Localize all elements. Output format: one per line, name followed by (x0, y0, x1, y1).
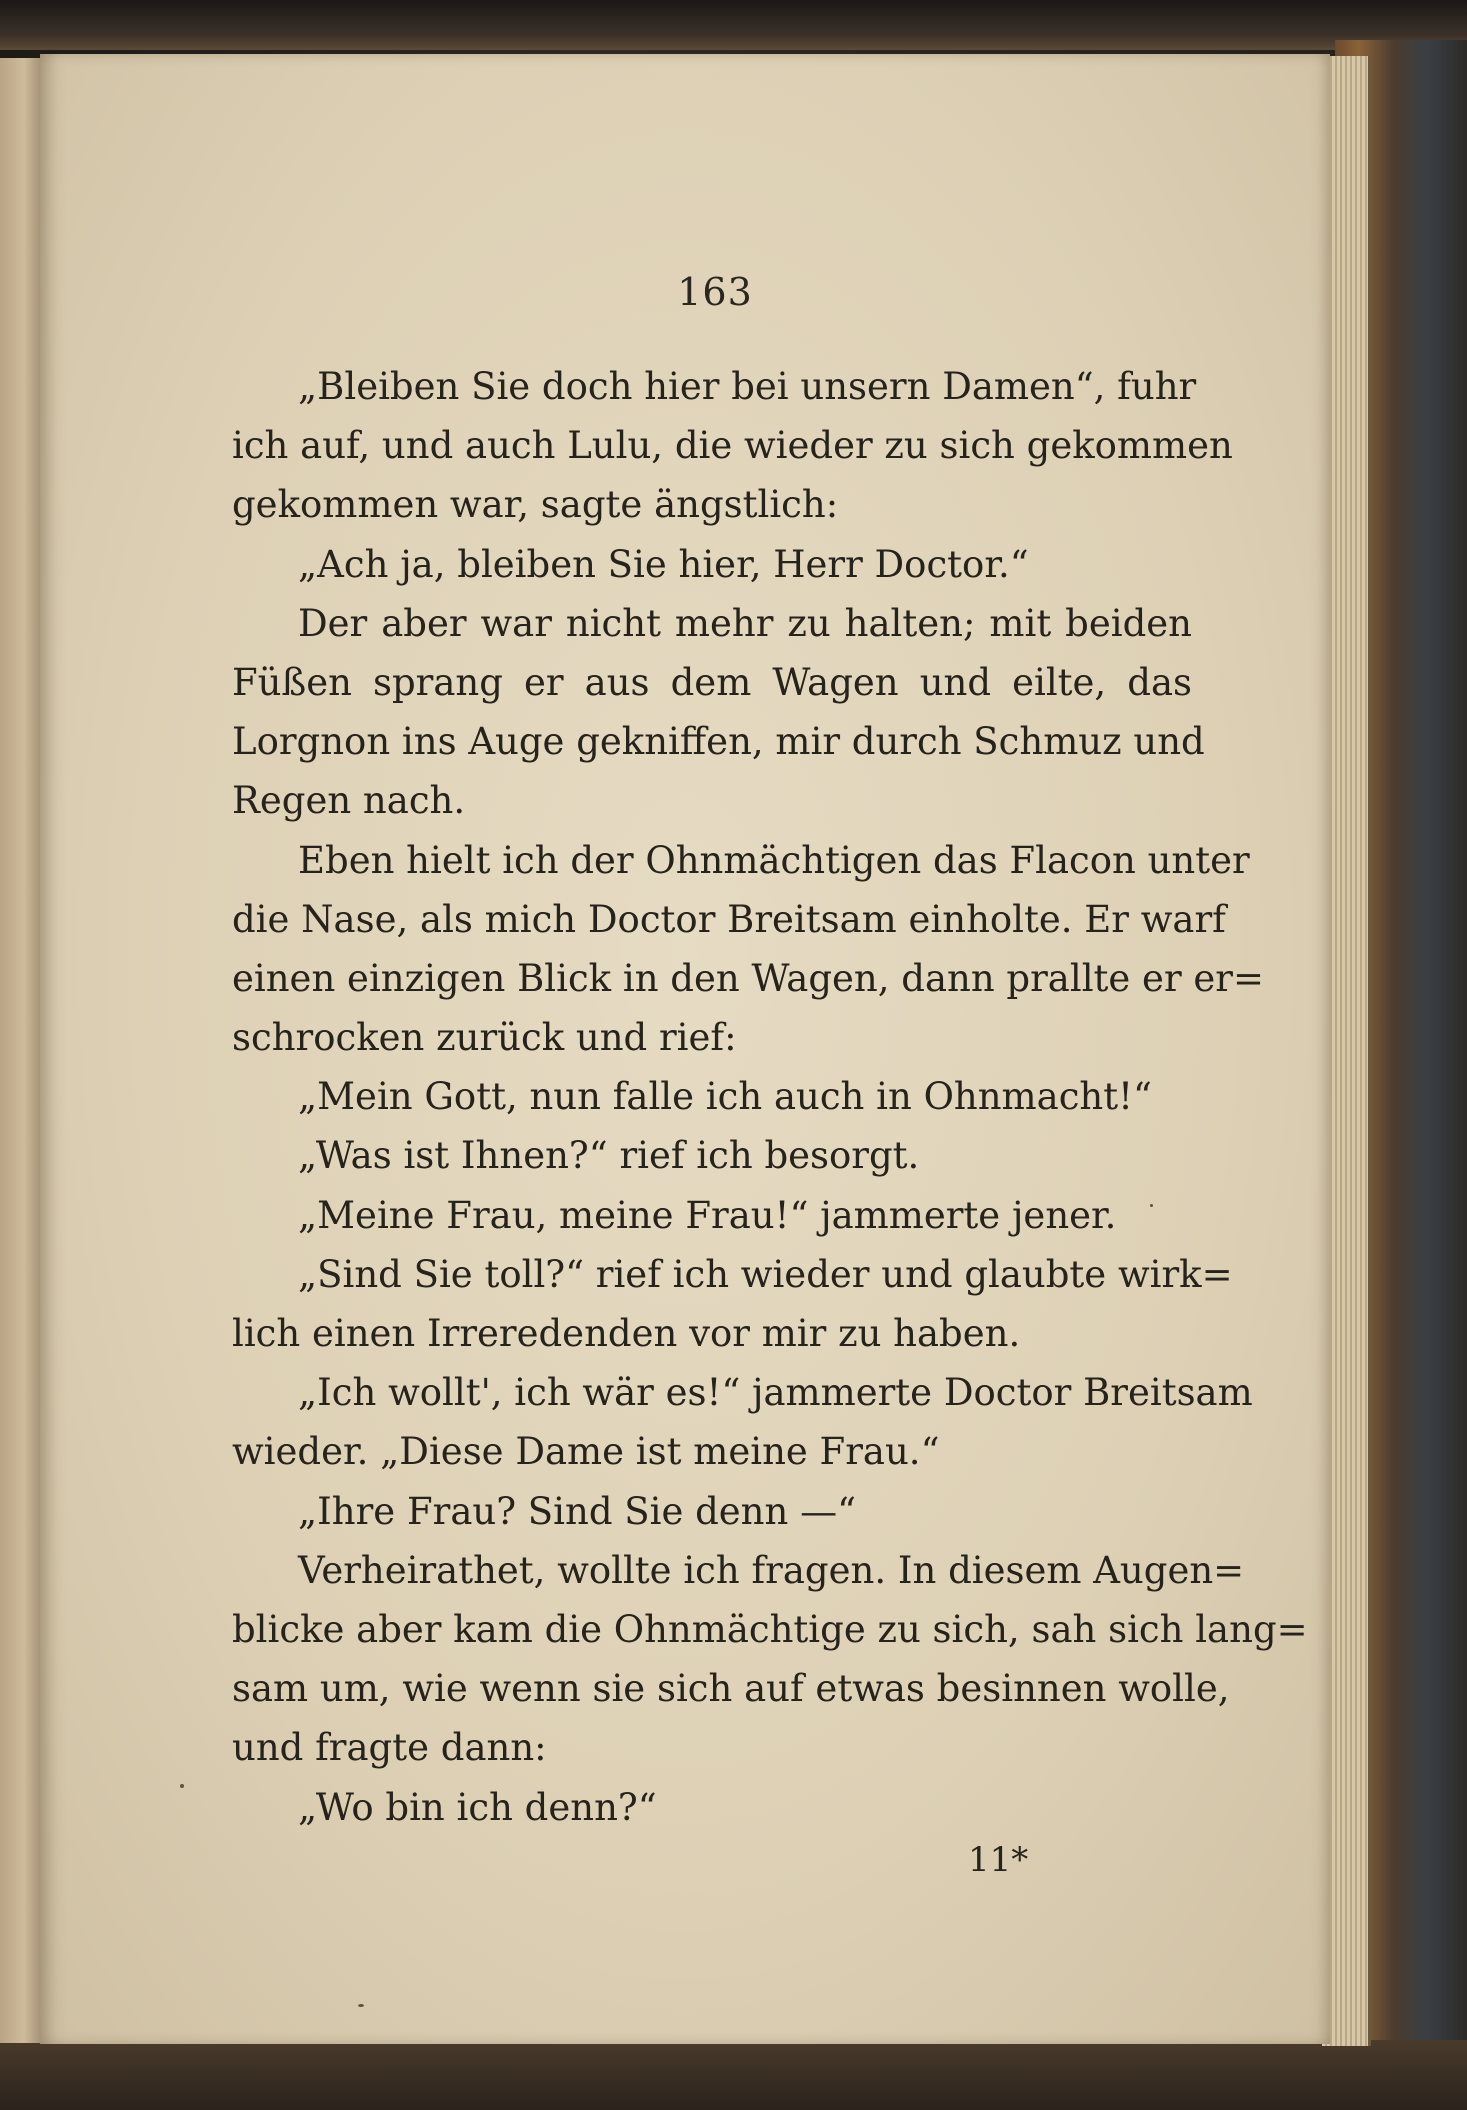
text-line: „Ich wollt', ich wär es!“ jammerte Doctor Breitsam (298, 1371, 1253, 1415)
book-cover-top (0, 0, 1467, 50)
text-line: einen einzigen Blick in den Wagen, dann prallte er er= (232, 956, 1264, 1000)
text-line: Füßen sprang er aus dem Wagen und eilte, das (232, 660, 1192, 704)
text-line: „Was ist Ihnen?“ rief ich besorgt. (298, 1134, 920, 1178)
text-line: blicke aber kam die Ohnmächtige zu sich, sah sich lang= (232, 1607, 1308, 1651)
text-line: die Nase, als mich Doctor Breitsam einholte. Er warf (232, 897, 1226, 941)
left-page-edge (0, 58, 42, 2043)
page-body-text (232, 357, 1308, 1837)
text-line: sam um, wie wenn sie sich auf etwas besinnen wolle, (232, 1667, 1230, 1711)
page-number: 163 (677, 270, 753, 314)
book-cover-bottom (0, 2040, 1467, 2110)
text-line: „Bleiben Sie doch hier bei unsern Damen“, fuhr (298, 365, 1197, 408)
text-line: Eben hielt ich der Ohnmächtigen das Flacon unter (298, 838, 1250, 882)
text-line: „Ach ja, bleiben Sie hier, Herr Doctor.“ (298, 542, 1029, 586)
text-line: ich auf, und auch Lulu, die wieder zu sich gekommen (232, 424, 1233, 468)
text-line: wieder. „Diese Dame ist meine Frau.“ (232, 1430, 940, 1474)
text-line: Verheirathet, wollte ich fragen. In diesem Augen= (298, 1548, 1245, 1592)
text-line: Der aber war nicht mehr zu halten; mit beiden (298, 601, 1192, 645)
text-line: und fragte dann: (232, 1726, 547, 1770)
text-line: „Mein Gott, nun falle ich auch in Ohnmacht!“ (298, 1075, 1152, 1119)
text-line: „Meine Frau, meine Frau!“ jammerte jener. (298, 1193, 1117, 1237)
text-line: lich einen Irreredenden vor mir zu haben. (232, 1312, 1021, 1355)
paper-speck (180, 1784, 184, 1788)
text-line: „Sind Sie toll?“ rief ich wieder und glaubte wirk= (298, 1252, 1233, 1296)
paper-speck (358, 2004, 364, 2007)
text-line: schrocken zurück und rief: (232, 1016, 737, 1060)
text-line: „Wo bin ich denn?“ (298, 1785, 657, 1829)
signature-mark: 11* (968, 1840, 1029, 1880)
text-line: gekommen war, sagte ängstlich: (232, 483, 839, 527)
text-line: Regen nach. (232, 779, 466, 823)
text-line: Lorgnon ins Auge gekniffen, mir durch Schmuz und (232, 720, 1205, 764)
text-line: „Ihre Frau? Sind Sie denn —“ (298, 1489, 857, 1533)
